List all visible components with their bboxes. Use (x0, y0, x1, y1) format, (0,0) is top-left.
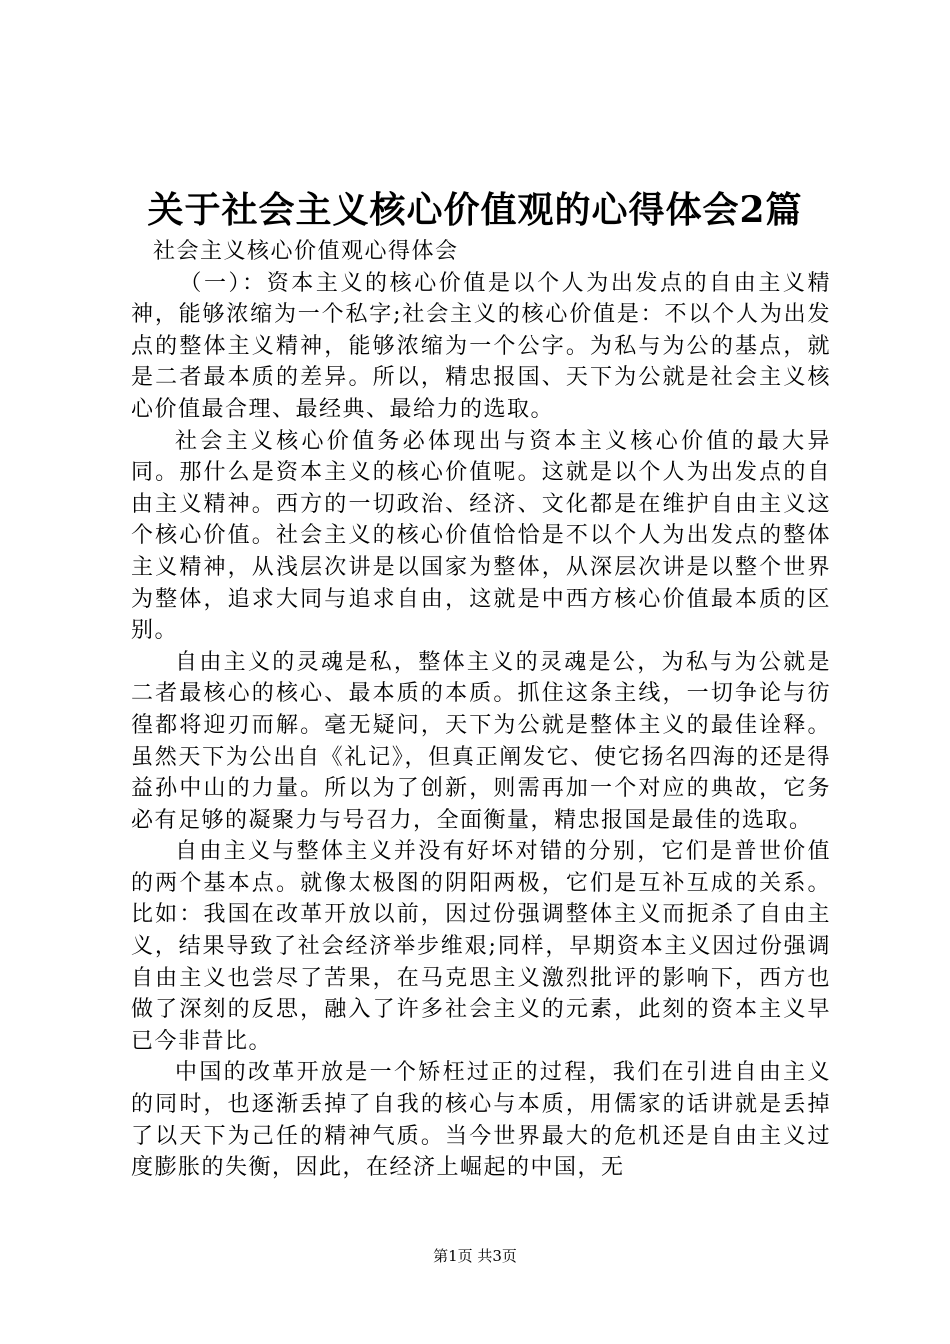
page-number-footer: 第1页 共3页 (433, 1247, 517, 1265)
paragraph-4: 自由主义与整体主义并没有好坏对错的分别，它们是普世价值的两个基本点。就像太极图的阴阳两极，它们是互补互成的关系。比如：我国在改革开放以前，因过份强调整体主义而扼杀了自由主义，结果导致了社会经济举步维艰;同样，早期资本主义因过份强调自由主义也尝尽了苦果，在马克思主义激烈批评的影响下，西方也做了深刻的反思，融入了许多社会主义的元素，此刻的资本主义早已今非昔比。 (131, 839, 831, 1054)
document-title: 关于社会主义核心价值观的心得体会2篇 (147, 189, 803, 231)
paragraph-2: 社会主义核心价值务必体现出与资本主义核心价值的最大异同。那什么是资本主义的核心价值呢。这就是以个人为出发点的自由主义精神。西方的一切政治、经济、文化都是在维护自由主义这个核心价值。社会主义的核心价值恰恰是不以个人为出发点的整体主义精神，从浅层次讲是以国家为整体，从深层次讲是以整个世界为整体，追求大同与追求自由，这就是中西方核心价值最本质的区别。 (131, 428, 831, 644)
paragraph-1: （一）：资本主义的核心价值是以个人为出发点的自由主义精神，能够浓缩为一个私字;社会主义的核心价值是：不以个人为出发点的整体主义精神，能够浓缩为一个公字。为私与为公的基点，就是二者最本质的差异。所以，精忠报国、天下为公就是社会主义核心价值最合理、最经典、最给力的选取。 (131, 270, 831, 422)
paragraph-5: 中国的改革开放是一个矫枉过正的过程，我们在引进自由主义的同时，也逐渐丢掉了自我的核心与本质，用儒家的话讲就是丢掉了以天下为己任的精神气质。当今世界最大的危机还是自由主义过度膨胀的失衡，因此，在经济上崛起的中国，无 (131, 1060, 831, 1181)
document-body (131, 236, 831, 1184)
section-subtitle: 社会主义核心价值观心得体会 (153, 239, 459, 264)
paragraph-3: 自由主义的灵魂是私，整体主义的灵魂是公，为私与为公就是二者最核心的核心、最本质的本质。抓住这条主线，一切争论与彷徨都将迎刃而解。毫无疑问，天下为公就是整体主义的最佳诠释。虽然天下为公出自《礼记》，但真正阐发它、使它扬名四海的还是得益孙中山的力量。所以为了创新，则需再加一个对应的典故，它务必有足够的凝聚力与号召力，全面衡量，精忠报国是最佳的选取。 (131, 649, 831, 833)
